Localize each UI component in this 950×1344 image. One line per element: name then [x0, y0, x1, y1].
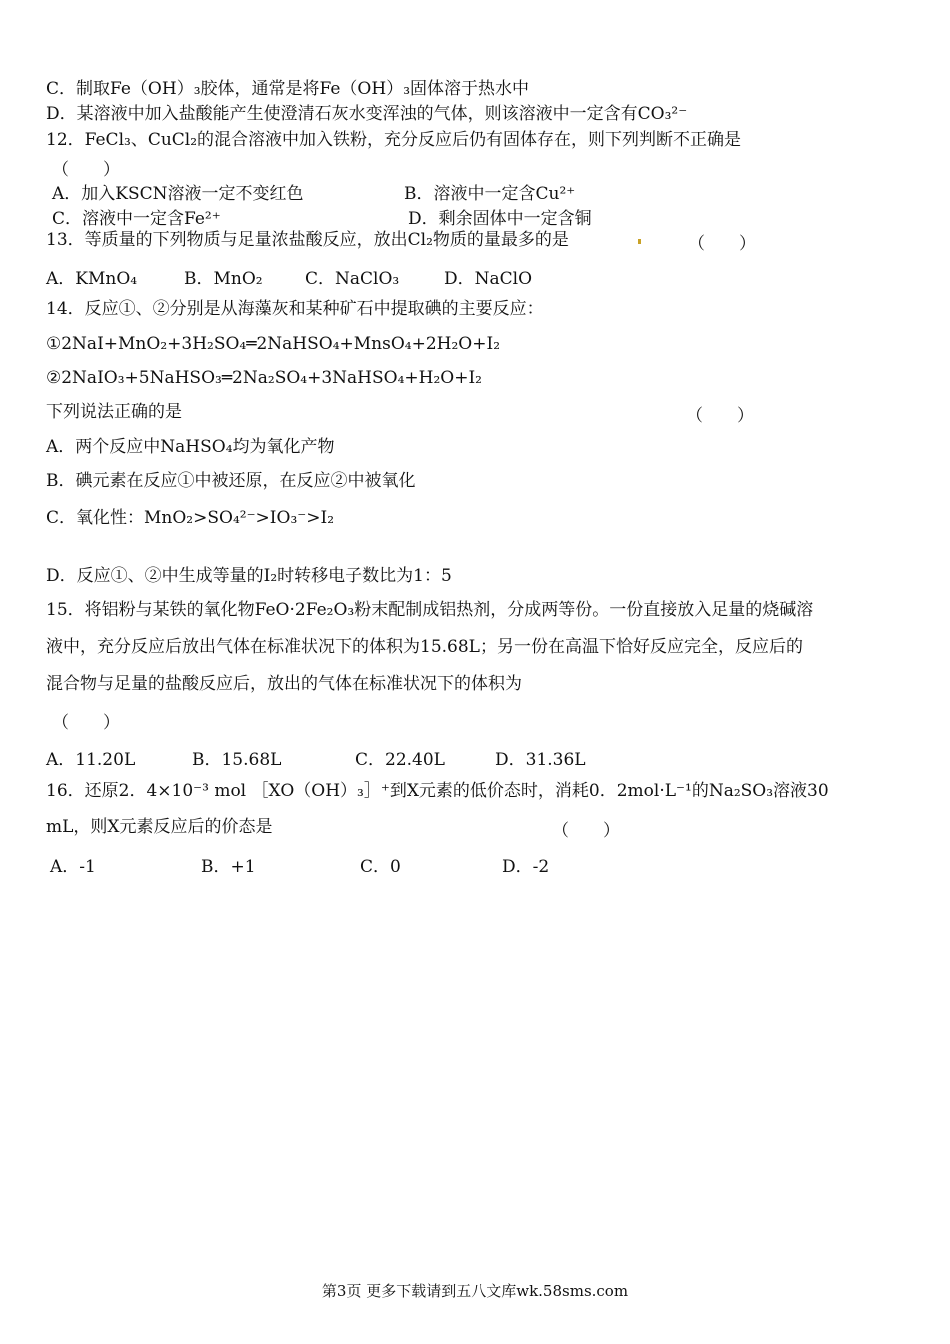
q12-option-d: D．剩余固体中一定含铜: [408, 209, 592, 229]
q14-option-b: B．碘元素在反应①中被还原，在反应②中被氧化: [46, 471, 416, 491]
q13-option-b: B．MnO₂: [184, 269, 263, 289]
q12-option-b: B．溶液中一定含Cu²⁺: [404, 184, 576, 204]
page-footer: 第3页 更多下载请到五八文库wk.58sms.com: [321, 1282, 629, 1300]
q12-stem: 12．FeCl₃、CuCl₂的混合溶液中加入铁粉，充分反应后仍有固体存在，则下列判断不正确是: [46, 130, 742, 150]
q14-stem: 14．反应①、②分别是从海藻灰和某种矿石中提取碘的主要反应：: [46, 299, 544, 319]
q12-answer-paren: （ ）: [52, 160, 120, 180]
q16-option-b: B．+1: [201, 857, 256, 877]
q16-stem-line-2: mL，则X元素反应后的价态是: [46, 817, 273, 837]
q13-option-a: A．KMnO₄: [46, 269, 138, 289]
q11-option-c: C．制取Fe（OH）₃胶体，通常是将Fe（OH）₃固体溶于热水中: [46, 79, 530, 99]
q14-equation-2: ②2NaIO₃+5NaHSO₃═2Na₂SO₄+3NaHSO₄+H₂O+I₂: [46, 368, 482, 388]
q14-answer-paren: （ ）: [686, 406, 754, 426]
q16-option-a: A．-1: [50, 857, 96, 877]
q16-option-c: C．0: [360, 857, 401, 877]
q14-option-d: D．反应①、②中生成等量的I₂时转移电子数比为1：5: [46, 566, 452, 586]
q13-answer-paren: （ ）: [688, 234, 756, 254]
q15-stem-line-2: 液中，充分反应后放出气体在标准状况下的体积为15.68L；另一份在高温下恰好反应完全，反应后的: [46, 637, 803, 657]
q15-option-d: D．31.36L: [495, 750, 586, 770]
q15-option-b: B．15.68L: [192, 750, 282, 770]
q12-option-a: A．加入KSCN溶液一定不变红色: [52, 184, 304, 204]
q14-option-a: A．两个反应中NaHSO₄均为氧化产物: [46, 437, 335, 457]
q15-answer-paren: （ ）: [52, 713, 120, 733]
q12-option-c: C．溶液中一定含Fe²⁺: [52, 209, 221, 229]
q15-option-a: A．11.20L: [46, 750, 136, 770]
q15-option-c: C．22.40L: [355, 750, 445, 770]
q14-equation-1: ①2NaI+MnO₂+3H₂SO₄═2NaHSO₄+MnsO₄+2H₂O+I₂: [46, 334, 501, 354]
q13-option-c: C．NaClO₃: [305, 269, 400, 289]
decorative-mark: [638, 239, 641, 244]
q13-stem: 13．等质量的下列物质与足量浓盐酸反应，放出Cl₂物质的量最多的是: [46, 230, 569, 250]
q16-option-d: D．-2: [502, 857, 550, 877]
q15-stem-line-1: 15．将铝粉与某铁的氧化物FeO·2Fe₂O₃粉末配制成铝热剂，分成两等份。一份直接放入足量的烧碱溶: [46, 600, 814, 620]
q14-question: 下列说法正确的是: [46, 402, 182, 422]
q16-answer-paren: （ ）: [552, 821, 620, 841]
q15-stem-line-3: 混合物与足量的盐酸反应后，放出的气体在标准状况下的体积为: [46, 674, 522, 694]
q16-stem-line-1: 16．还原2．4×10⁻³ mol ［XO（OH）₃］⁺到X元素的低价态时，消耗0．2mol·L⁻¹的Na₂SO₃溶液30: [46, 781, 829, 801]
q14-option-c: C．氧化性：MnO₂>SO₄²⁻>IO₃⁻>I₂: [46, 508, 335, 528]
q11-option-d: D．某溶液中加入盐酸能产生使澄清石灰水变浑浊的气体，则该溶液中一定含有CO₃²⁻: [46, 104, 688, 124]
q13-option-d: D．NaClO: [444, 269, 533, 289]
